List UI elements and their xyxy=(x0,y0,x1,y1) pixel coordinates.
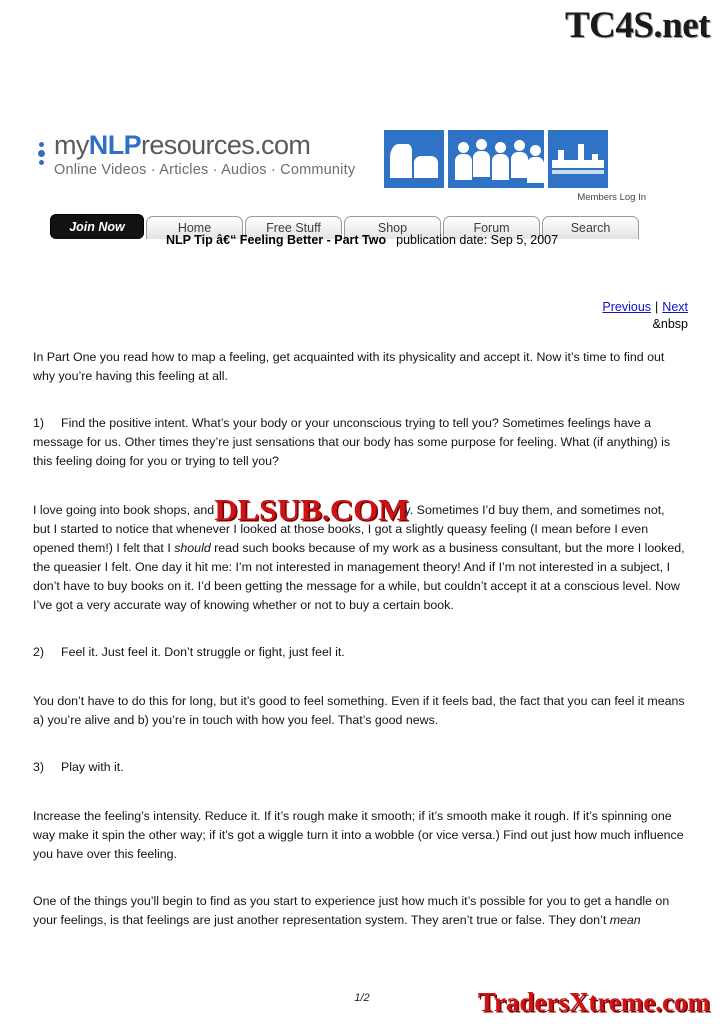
next-link[interactable]: Next xyxy=(662,300,688,314)
site-logo[interactable] xyxy=(36,130,381,178)
step-3-number: 3) xyxy=(33,760,45,774)
step-2-number: 2) xyxy=(33,645,45,659)
bookshop-tail: read such books because of my work as a business consultant, but the more I looked, the queasier I felt. One day it hit me: I’m not interested in management theory! And if I’m not interested in a subject, I don’t have to buy books on it. I’d been getting the message for a while, but couldn’t accept it at a conscious level. Now I’ve got a very accurate way of knowing whether or not to buy a certain book. xyxy=(33,541,685,612)
tradersxtreme-watermark: TradersXtreme.com xyxy=(477,987,710,1017)
pager-separator: | xyxy=(655,300,659,314)
nav-tab-shop[interactable]: Shop xyxy=(344,216,441,239)
logo-wordmark xyxy=(54,130,381,160)
article-body xyxy=(33,348,685,958)
page-number: 1/2 xyxy=(354,992,370,1004)
paragraph-intro: In Part One you read how to map a feeling, get acquainted with its physicality and accept it. Now it’s time to find out why you’re having this feeling at all. xyxy=(33,350,665,383)
bookshop-lead: I love going into book shops, and u xyxy=(33,503,225,517)
step-1-number: 1) xyxy=(33,416,45,430)
nav-tab-search[interactable]: Search xyxy=(542,216,639,239)
previous-link[interactable]: Previous xyxy=(602,300,652,314)
members-login-link[interactable]: Members Log In xyxy=(577,192,646,203)
logo-prefix: my xyxy=(54,130,89,160)
emphasis-mean: mean xyxy=(609,913,641,927)
article-title: NLP Tip â€“ Feeling Better - Part Two xyxy=(165,233,387,247)
nav-tab-join-now[interactable]: Join Now xyxy=(50,214,144,239)
nav-tab-forum[interactable]: Forum xyxy=(443,216,540,239)
banner-image-bridge xyxy=(548,130,608,188)
paragraph-closing xyxy=(33,892,685,930)
logo-suffix: resources.com xyxy=(141,130,311,160)
paragraph-step-2 xyxy=(33,643,685,662)
paragraph-step-3 xyxy=(33,758,685,777)
nav-tab-home[interactable]: Home xyxy=(146,216,243,239)
closing-lead: One of the things you’ll begin to find as you start to experience just how much it’s possible for you to get a handle on your feelings, is that feelings are just another representation system. They aren’t true or false. They don’t xyxy=(33,894,670,927)
logo-tagline: Online Videos · Articles · Audios · Community xyxy=(54,162,356,178)
paragraph-play-explain: Increase the feeling’s intensity. Reduce it. If it’s rough make it smooth; if it’s smooth make it rough. If it’s spinning one way make it spin the other way; if it’s got a wiggle turn it into a wobble (or vice versa.) Find out just how much influence you have over this feeling. xyxy=(33,809,684,861)
dlsub-watermark: DLSUB.COM xyxy=(214,492,409,527)
pager-nbsp-text: &nbsp xyxy=(652,317,688,331)
paragraph-step-1 xyxy=(33,414,685,471)
banner-image-landscape xyxy=(384,130,444,188)
logo-nlp: NLP xyxy=(88,130,141,160)
nav-tab-free-stuff[interactable]: Free Stuff xyxy=(245,216,342,239)
pagination-links xyxy=(602,300,688,331)
paragraph-feel-it-explain: You don’t have to do this for long, but it’s good to feel something. Even if it feels bad, the fact that you can feel it means a) you’re alive and b) you’re in touch with how you feel. That’s good news. xyxy=(33,694,685,727)
emphasis-should: should xyxy=(174,541,211,555)
article-publication-date: publication date: Sep 5, 2007 xyxy=(396,233,559,247)
logo-dots-icon xyxy=(38,142,50,168)
step-2-text: Feel it. Just feel it. Don’t struggle or fight, just feel it. xyxy=(61,645,345,659)
article-header xyxy=(0,233,724,247)
banner-image-strip xyxy=(384,130,608,188)
banner-image-people xyxy=(448,130,544,188)
step-1-text: Find the positive intent. What’s your body or your unconscious trying to tell you? Sometimes feelings have a message for us. Other times they’re just sensations that our body has some purpose for feeling. What (if anything) is this feeling doing for you or trying to tell you? xyxy=(33,416,671,468)
bookshop-mid: y. Sometimes I’d buy them, and sometimes not, but I started to notice that whenever I looked at those books, I got a slightly queasy feeling (I mean before I even opened them!) I felt that I xyxy=(33,503,665,555)
tc4s-watermark: TC4S.net xyxy=(564,5,710,46)
step-3-text: Play with it. xyxy=(61,760,124,774)
